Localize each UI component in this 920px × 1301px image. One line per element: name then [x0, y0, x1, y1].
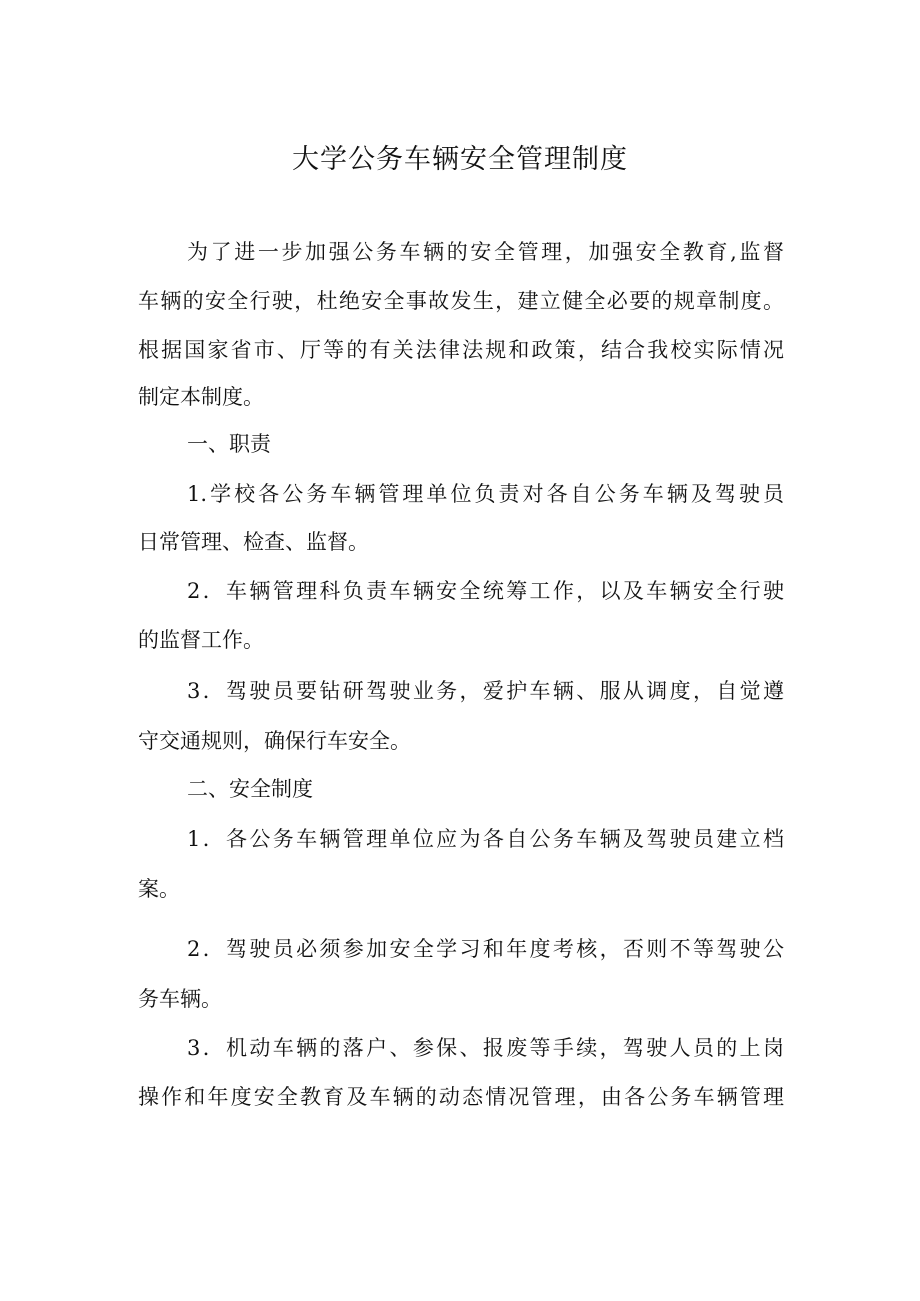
- document-title: 大学公务车辆安全管理制度: [292, 144, 628, 175]
- list-item-line: 案。: [138, 877, 180, 901]
- list-item-line: 操作和年度安全教育及车辆的动态情况管理，由各公务车辆管理: [138, 1085, 784, 1109]
- list-item-line: 1．各公务车辆管理单位应为各自公务车辆及驾驶员建立档: [187, 827, 784, 851]
- list-item-line: 2．驾驶员必须参加安全学习和年度考核，否则不等驾驶公: [187, 937, 784, 961]
- section-heading: 二、安全制度: [187, 777, 313, 801]
- section-heading: 一、职责: [187, 432, 271, 456]
- list-item-line: 务车辆。: [138, 987, 222, 1011]
- list-item-line: 守交通规则，确保行车安全。: [138, 729, 411, 753]
- paragraph-line: 车辆的安全行驶，杜绝安全事故发生，建立健全必要的规章制度。: [138, 289, 784, 313]
- list-item-line: 2．车辆管理科负责车辆安全统筹工作，以及车辆安全行驶: [187, 579, 784, 603]
- paragraph-line: 根据国家省市、厅等的有关法律法规和政策，结合我校实际情况: [138, 338, 784, 362]
- list-item-line: 3．机动车辆的落户、参保、报废等手续，驾驶人员的上岗: [187, 1036, 784, 1060]
- list-item-line: 日常管理、检查、监督。: [138, 530, 369, 554]
- list-item-line: 的监督工作。: [138, 628, 264, 652]
- list-item-line: 3．驾驶员要钻研驾驶业务，爱护车辆、服从调度，自觉遵: [187, 679, 784, 703]
- list-item-line: 1.学校各公务车辆管理单位负责对各自公务车辆及驾驶员: [187, 482, 784, 506]
- paragraph-line: 为了进一步加强公务车辆的安全管理，加强安全教育,监督: [187, 240, 784, 264]
- paragraph-line: 制定本制度。: [138, 385, 264, 409]
